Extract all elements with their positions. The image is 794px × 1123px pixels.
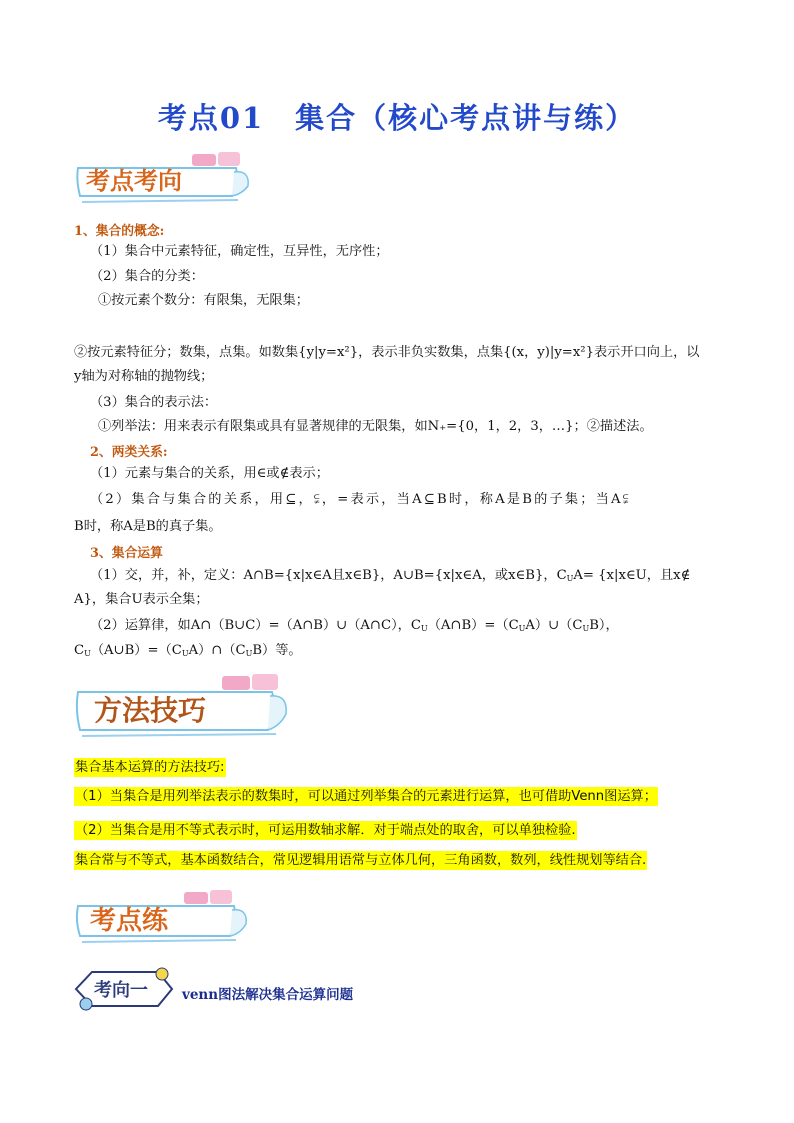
method-heading: 集合基本运算的方法技巧: [75, 760, 225, 775]
svg-text:考点练: 考点练 [90, 906, 169, 936]
method-line: 集合常与不等式，基本函数结合，常见逻辑用语常与立体几何，三角函数，数列，线性规划等结合. [75, 853, 647, 868]
text-line: A}，集合U表示全集； [74, 592, 209, 607]
text-line: （1）集合中元素特征，确定性，互异性，无序性； [90, 244, 389, 259]
svg-text:考向一: 考向一 [94, 980, 148, 1001]
text-line: （2）集合与集合的关系，用⊆，⫋，=表示，当A⊆B时，称A是B的子集；当A⫋ [90, 492, 631, 507]
tag-kaoxiang-yi [72, 966, 178, 1012]
tag-badge-icon [72, 966, 178, 1012]
svg-text:方法技巧: 方法技巧 [94, 694, 207, 727]
text-line: ①列举法：用来表示有限集或具有显著规律的无限集，如N₊={0，1，2，3，…}；②描述法。 [98, 419, 653, 434]
text-line: ②按元素特征分；数集，点集。如数集{y|y=x²}，表示非负实数集，点集{(x，y)|y=x²}表示开口向上，以 [74, 345, 700, 360]
text-line: （3）集合的表示法： [90, 395, 218, 410]
text-line: y轴为对称轴的抛物线； [74, 369, 214, 384]
banner-ribbon-icon [72, 890, 252, 950]
text-line: （2）集合的分类： [90, 269, 204, 284]
method-line: （1）当集合是用列举法表示的数集时，可以通过列举集合的元素进行运算，也可借助Venn图运算； [75, 789, 657, 804]
section-heading-1: 1、集合的概念: [74, 224, 165, 239]
banner-ribbon-icon [72, 150, 252, 210]
text-line: （1）元素与集合的关系，用∈或∉表示； [90, 466, 329, 481]
banner-kaodian-kaoxiang [72, 150, 252, 210]
text-line: ①按元素个数分：有限集，无限集； [98, 293, 309, 308]
page-title: 考点01 集合（核心考点讲与练） [157, 101, 637, 135]
method-line: （2）当集合是用不等式表示时，可运用数轴求解．对于端点处的取舍，可以单独检验. [75, 823, 576, 838]
banner-ribbon-icon [72, 672, 292, 744]
banner-kaodian-lian [72, 890, 252, 950]
section-heading-3: 3、集合运算 [90, 546, 163, 561]
text-line: （2）运算律，如A∩（B∪C）=（A∩B）∪（A∩C），$C_U(A\cap B)=(C_UA)\cup(C_UB)$， [90, 618, 619, 633]
text-line: B时，称A是B的真子集。 [74, 519, 222, 534]
section-heading-2: 2、两类关系: [90, 445, 168, 460]
tag-title: venn图法解决集合运算问题 [182, 987, 354, 1003]
text-line: （1）交，并，补，定义：A∩B={x|x∈A且x∈B}，A∪B={x|x∈A，或x∈B}，$C_UA=$ {x|x∈U，且x∉ [90, 568, 691, 583]
text-line: $C_U(A\cup B)=(C_UA)\cap(C_UB)$等。 [74, 643, 302, 658]
banner-fangfa-jiqiao [72, 672, 292, 744]
svg-text:考点考向: 考点考向 [86, 166, 182, 195]
